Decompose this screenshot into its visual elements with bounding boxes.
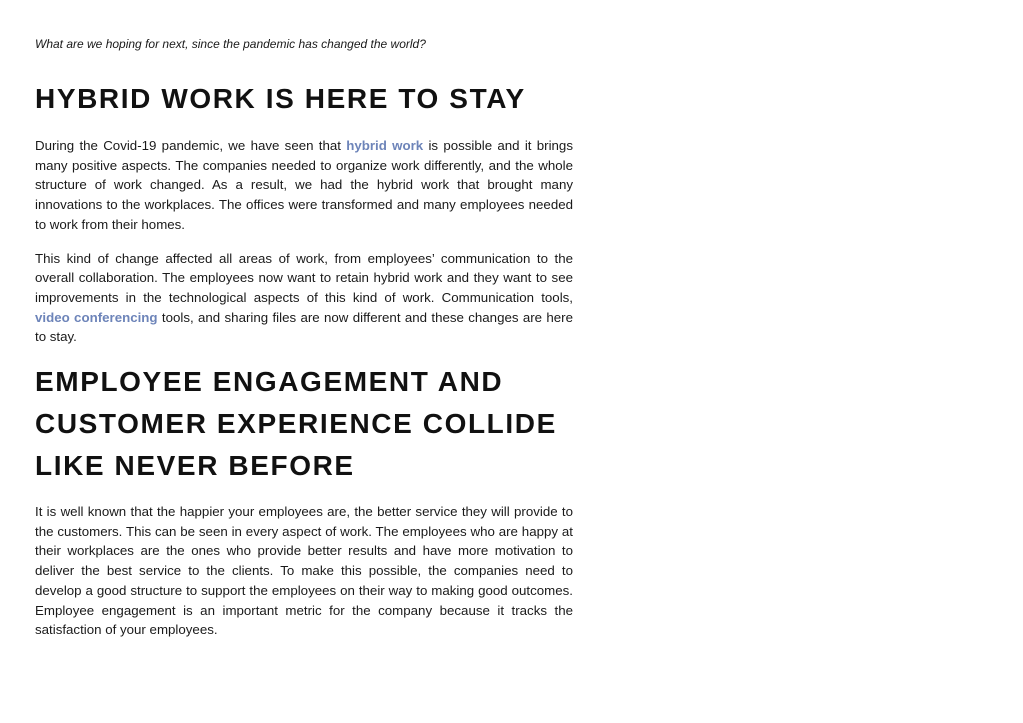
section-heading-employee-engagement: EMPLOYEE ENGAGEMENT AND CUSTOMER EXPERIENCE COLLIDE LIKE NEVER BEFORE [35, 366, 557, 482]
paragraph-hybrid-work-1 [35, 136, 573, 235]
video-conferencing-link[interactable]: video conferencing [35, 309, 158, 325]
paragraph-text: tools, and sharing files are now different and these changes are here to stay. [35, 309, 573, 345]
paragraph-employee-engagement: It is well known that the happier your employees are, the better service they will provide to the customers. This can be seen in every aspect of work. The employees who are happy at their workplaces are the ones who provide better results and have more motivation to deliver the best service to the clients. To make this possible, the companies need to develop a good structure to support the employees on their way to making good outcomes. Employee engagement is an important metric for the company because it tracks the satisfaction of your employees. [35, 504, 573, 638]
hybrid-work-link[interactable]: hybrid work [346, 138, 424, 153]
paragraph-hybrid-work-2 [35, 249, 573, 348]
paragraph-text: This kind of change affected all areas of work, from employees’ communication to the overall collaboration. The employees now want to retain hybrid work and they want to see improvements in the technological aspects of this kind of work. Communication tools, [35, 250, 573, 305]
section-heading-hybrid-work: HYBRID WORK IS HERE TO STAY [35, 83, 526, 114]
intro-text: What are we hoping for next, since the pandemic has changed the world? [35, 37, 426, 51]
article [35, 36, 573, 640]
paragraph-text: During the Covid-19 pandemic, we have seen that [35, 138, 347, 153]
paragraph-text: is possible and it brings many positive aspects. The companies needed to organize work differently, and the whole structure of work changed. As a result, we had the hybrid work that brought many innovations to the workplaces. The offices were transformed and many employees needed to work from their homes. [35, 138, 573, 232]
